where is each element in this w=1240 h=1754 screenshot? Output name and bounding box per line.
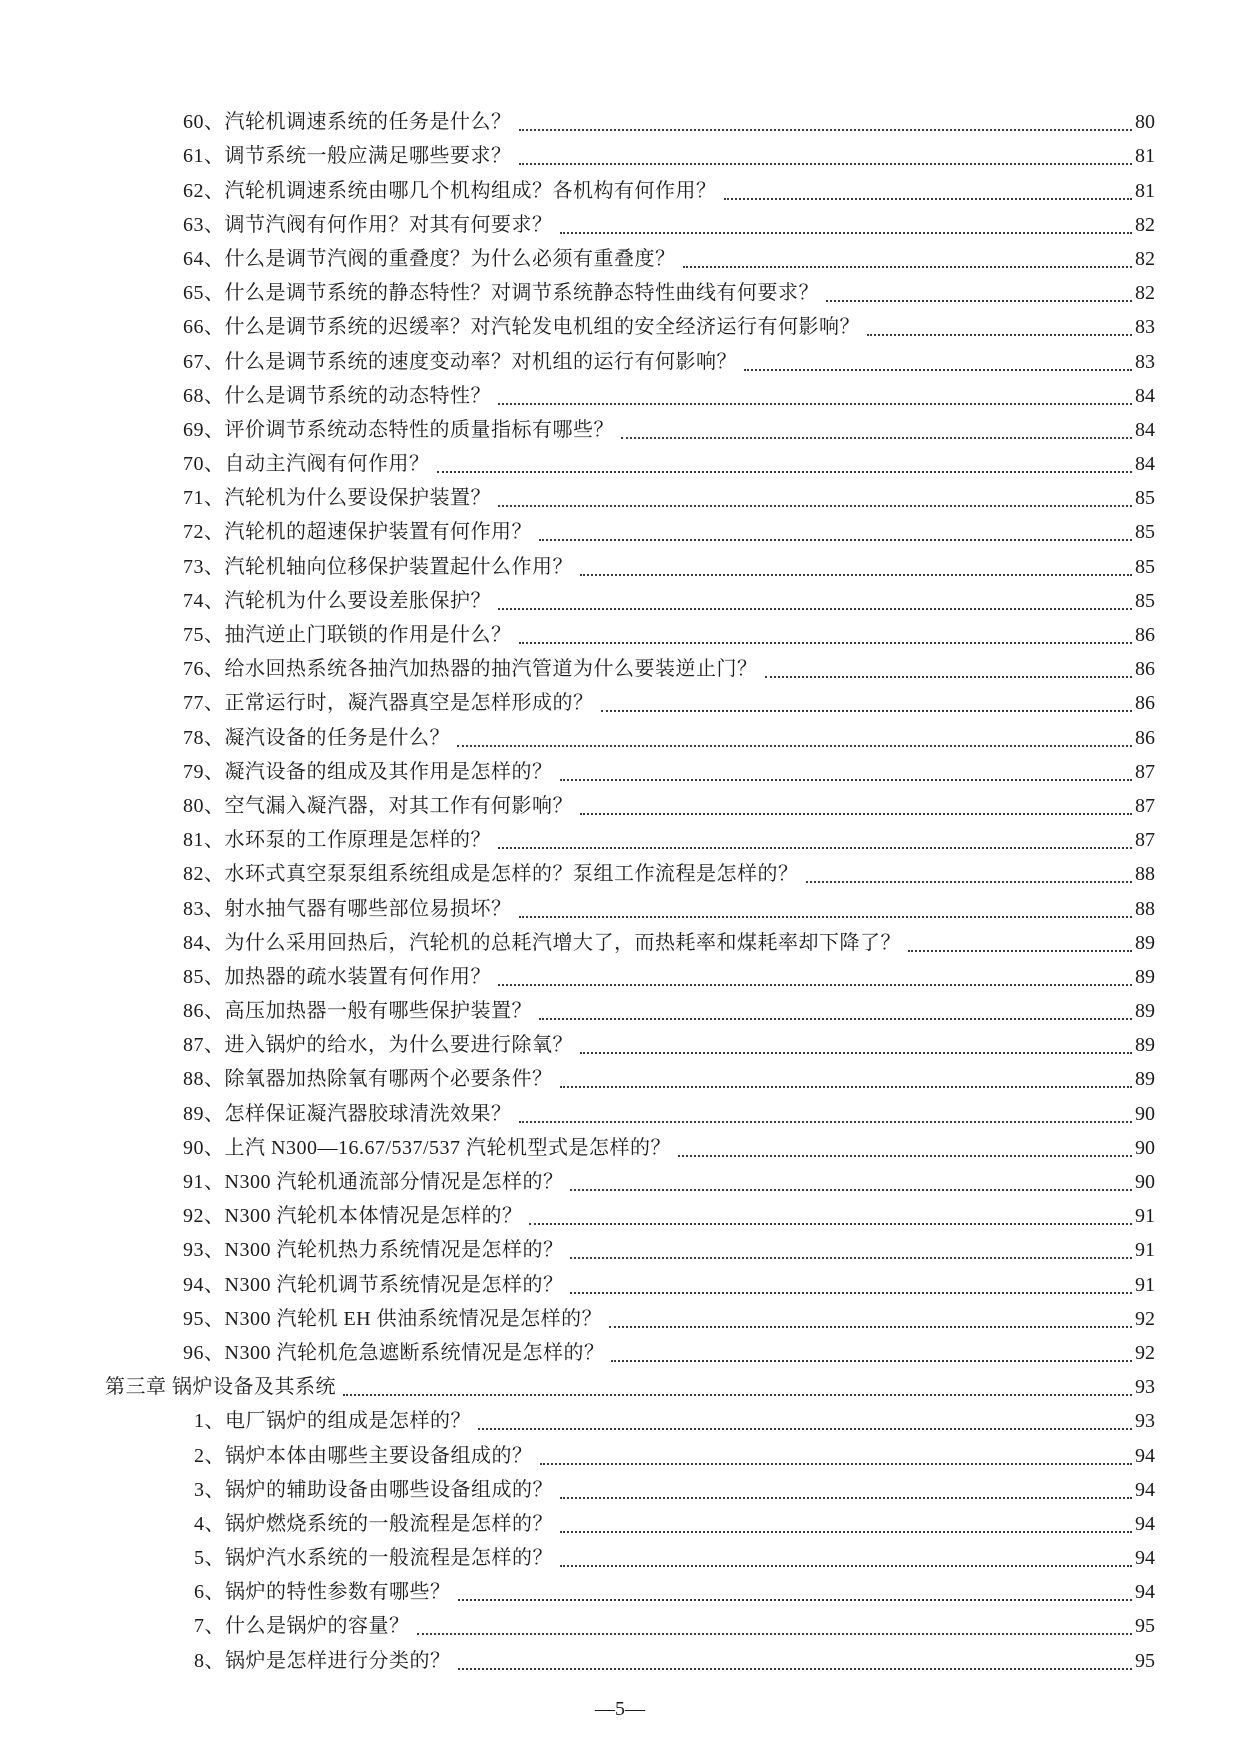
toc-entry-label: 84、为什么采用回热后，汽轮机的总耗汽增大了，而热耗率和煤耗率却下降了？ [183, 931, 901, 954]
toc-page-number: 82 [1135, 247, 1155, 270]
toc-entry-row [0, 993, 1155, 1027]
toc-entry-label: 94、N300 汽轮机调节系统情况是怎样的？ [183, 1273, 564, 1296]
dot-leader [560, 1531, 1132, 1533]
dot-leader [560, 779, 1133, 781]
toc-entry-label: 91、N300 汽轮机通流部分情况是怎样的？ [183, 1171, 564, 1193]
toc-entry-label: 第三章 锅炉设备及其系统 [105, 1376, 336, 1399]
toc-page-number: 92 [1135, 1307, 1155, 1330]
toc-page-number: 87 [1135, 794, 1155, 817]
toc-page-number: 94 [1135, 1478, 1155, 1501]
toc-entry-row [0, 754, 1155, 788]
toc-page-number: 94 [1135, 1581, 1155, 1604]
dot-leader [908, 950, 1132, 952]
dot-leader [570, 1189, 1132, 1191]
dot-leader [580, 1052, 1132, 1054]
toc-page-number: 89 [1135, 931, 1155, 954]
dot-leader [498, 403, 1132, 405]
toc-page-number: 81 [1135, 145, 1155, 168]
toc-page-number: 90 [1135, 1102, 1155, 1125]
toc-entry-label: 85、加热器的疏水装置有何作用？ [183, 965, 491, 988]
dot-leader [570, 1257, 1132, 1259]
toc-page-number: 82 [1135, 213, 1155, 236]
toc-page-number: 84 [1135, 453, 1155, 476]
toc-entry-row [0, 343, 1155, 377]
toc-entry-row [0, 309, 1155, 343]
toc-entry-row [0, 719, 1155, 753]
dot-leader [580, 813, 1132, 815]
dot-leader [560, 232, 1133, 234]
toc-entry-label: 62、汽轮机调速系统由哪几个机构组成？各机构有何作用？ [183, 179, 717, 202]
dot-leader [806, 881, 1133, 883]
toc-entry-row [0, 890, 1155, 924]
dot-leader [611, 1360, 1132, 1362]
toc-entry-row [0, 583, 1155, 617]
toc-page-number: 88 [1135, 863, 1155, 886]
toc-entry-label: 80、空气漏入凝汽器，对其工作有何影响？ [183, 794, 573, 817]
dot-leader [519, 1121, 1133, 1123]
toc-page-number: 88 [1135, 897, 1155, 920]
toc-page-number: 91 [1135, 1205, 1155, 1228]
toc-page-number: 84 [1135, 384, 1155, 407]
toc-page-number: 94 [1135, 1547, 1155, 1570]
toc-entry-label: 72、汽轮机的超速保护装置有何作用？ [183, 521, 532, 544]
dot-leader [826, 300, 1132, 302]
toc-page-number: 80 [1135, 111, 1155, 134]
toc-entry-label: 75、抽汽逆止门联锁的作用是什么？ [183, 624, 512, 646]
toc-entry-label: 78、凝汽设备的任务是什么？ [183, 726, 450, 749]
dot-leader [560, 1565, 1132, 1567]
toc-page-number: 86 [1135, 726, 1155, 749]
toc-entry-row [0, 1642, 1155, 1676]
dot-leader [540, 1463, 1133, 1465]
toc-page-number: 91 [1135, 1239, 1155, 1262]
toc-entry-label: 86、高压加热器一般有哪些保护装置？ [183, 1000, 532, 1023]
toc-page-number: 87 [1135, 760, 1155, 783]
toc-entry-row [0, 856, 1155, 890]
toc-entry-label: 69、评价调节系统动态特性的质量指标有哪些？ [183, 418, 614, 441]
dot-leader [539, 1018, 1132, 1020]
dot-leader [437, 471, 1133, 473]
toc-entry-row [0, 1130, 1155, 1164]
toc-entry-label: 60、汽轮机调速系统的任务是什么？ [183, 111, 512, 134]
toc-page-number: 89 [1135, 965, 1155, 988]
toc-page-number: 89 [1135, 1068, 1155, 1091]
toc-entry-row [0, 207, 1155, 241]
dot-leader [580, 574, 1132, 576]
toc-page-number: 86 [1135, 658, 1155, 681]
dot-leader [539, 539, 1132, 541]
toc-entry-row [0, 1335, 1155, 1369]
toc-entry-label: 82、水环式真空泵泵组系统组成是怎样的？泵组工作流程是怎样的？ [183, 863, 799, 886]
dot-leader [458, 1668, 1133, 1670]
toc-page-number: 83 [1135, 316, 1155, 339]
toc-page-number: 85 [1135, 521, 1155, 544]
toc-entry-label: 67、什么是调节系统的速度变动率？对机组的运行有何影响？ [183, 350, 737, 373]
dot-leader [621, 437, 1132, 439]
toc-entry-row [0, 412, 1155, 446]
toc-entry-label: 95、N300 汽轮机 EH 供油系统情况是怎样的？ [183, 1307, 603, 1330]
toc-entry-label: 61、调节系统一般应满足哪些要求？ [183, 145, 512, 168]
toc-entry-label: 4、锅炉燃烧系统的一般流程是怎样的？ [194, 1512, 553, 1535]
toc-entry-row [0, 822, 1155, 856]
toc-entry-row [0, 1472, 1155, 1506]
toc-page-number: 89 [1135, 1000, 1155, 1023]
toc-entry-label: 76、给水回热系统各抽汽加热器的抽汽管道为什么要装逆止门？ [183, 658, 758, 681]
toc-entry-row [0, 1506, 1155, 1540]
toc-entry-row [0, 241, 1155, 275]
toc-chapter-row [0, 1369, 1155, 1403]
dot-leader [498, 608, 1132, 610]
toc-page-number: 82 [1135, 282, 1155, 305]
toc-page-number: 81 [1135, 179, 1155, 202]
dot-leader [529, 1223, 1132, 1225]
toc-entry-label: 93、N300 汽轮机热力系统情况是怎样的？ [183, 1239, 564, 1262]
toc-entry-row [0, 1232, 1155, 1266]
toc-page-number: 95 [1135, 1649, 1155, 1672]
toc-page-number: 93 [1135, 1410, 1155, 1433]
toc-entry-label: 96、N300 汽轮机危急遮断系统情况是怎样的？ [183, 1341, 605, 1364]
page-number-footer: —5— [595, 1698, 645, 1720]
dot-leader [519, 642, 1133, 644]
toc-entry-label: 87、进入锅炉的给水，为什么要进行除氧？ [183, 1034, 573, 1057]
dot-leader [570, 1292, 1132, 1294]
toc-entry-label: 2、锅炉本体由哪些主要设备组成的？ [194, 1444, 533, 1467]
dot-leader [609, 1326, 1132, 1328]
toc-page-number: 92 [1135, 1341, 1155, 1364]
dot-leader [744, 369, 1132, 371]
toc-entry-label: 8、锅炉是怎样进行分类的？ [194, 1649, 451, 1672]
dot-leader [519, 163, 1133, 165]
toc-entry-label: 65、什么是调节系统的静态特性？对调节系统静态特性曲线有何要求？ [183, 282, 819, 305]
toc-entry-row [0, 275, 1155, 309]
toc-entry-row [0, 480, 1155, 514]
toc-page-number: 83 [1135, 350, 1155, 373]
dot-leader [678, 1155, 1132, 1157]
toc-entry-row [0, 1027, 1155, 1061]
dot-leader [683, 266, 1133, 268]
toc-page-number: 91 [1135, 1273, 1155, 1296]
toc-entry-row [0, 788, 1155, 822]
dot-leader [724, 198, 1133, 200]
toc-entry-label: 74、汽轮机为什么要设差胀保护？ [183, 589, 491, 612]
toc-page-number: 87 [1135, 829, 1155, 852]
toc-entry-row [0, 1540, 1155, 1574]
toc-entry-row [0, 685, 1155, 719]
toc-page-number: 89 [1135, 1034, 1155, 1057]
toc-entry-label: 77、正常运行时，凝汽器真空是怎样形成的？ [183, 692, 594, 715]
toc-entry-row [0, 651, 1155, 685]
toc-entry-label: 1、电厂锅炉的组成是怎样的？ [194, 1410, 471, 1433]
toc-entry-row [0, 1608, 1155, 1642]
toc-entry-label: 71、汽轮机为什么要设保护装置？ [183, 487, 491, 510]
dot-leader [560, 1086, 1133, 1088]
toc-entry-row [0, 172, 1155, 206]
dot-leader [478, 1428, 1132, 1430]
toc-entry-label: 3、锅炉的辅助设备由哪些设备组成的？ [194, 1478, 553, 1501]
toc-entry-row [0, 1198, 1155, 1232]
toc-page-number: 86 [1135, 692, 1155, 715]
toc-entry-row [0, 1301, 1155, 1335]
toc-entry-row [0, 959, 1155, 993]
dot-leader [765, 676, 1133, 678]
toc-entry-row [0, 378, 1155, 412]
toc-entry-row [0, 1061, 1155, 1095]
toc-entry-row [0, 548, 1155, 582]
toc-entry-label: 7、什么是锅炉的容量？ [194, 1615, 410, 1638]
toc-entry-label: 70、自动主汽阀有何作用？ [183, 453, 430, 476]
toc-entry-row [0, 514, 1155, 548]
toc-entry-label: 64、什么是调节汽阀的重叠度？为什么必须有重叠度？ [183, 247, 676, 270]
toc-entry-label: 6、锅炉的特性参数有哪些？ [194, 1581, 451, 1604]
dot-leader [867, 334, 1132, 336]
dot-leader [498, 505, 1132, 507]
toc-entry-label: 90、上汽 N300—16.67/537/537 汽轮机型式是怎样的？ [183, 1136, 672, 1159]
toc-list [0, 104, 1240, 1677]
toc-entry-label: 68、什么是调节系统的动态特性？ [183, 384, 491, 407]
toc-entry-row [0, 1266, 1155, 1300]
toc-entry-label: 79、凝汽设备的组成及其作用是怎样的？ [183, 760, 553, 783]
dot-leader [417, 1633, 1133, 1635]
dot-leader [519, 916, 1133, 918]
toc-page-number: 94 [1135, 1512, 1155, 1535]
toc-page-number: 85 [1135, 487, 1155, 510]
toc-entry-row [0, 1164, 1155, 1198]
toc-entry-row [0, 925, 1155, 959]
dot-leader [519, 129, 1133, 131]
dot-leader [498, 984, 1132, 986]
toc-entry-label: 88、除氧器加热除氧有哪两个必要条件？ [183, 1068, 553, 1091]
toc-entry-row [0, 1095, 1155, 1129]
dot-leader [498, 847, 1132, 849]
toc-page-number: 84 [1135, 418, 1155, 441]
toc-page-number: 95 [1135, 1615, 1155, 1638]
toc-page-number: 90 [1135, 1136, 1155, 1159]
toc-entry-label: 63、调节汽阀有何作用？对其有何要求？ [183, 213, 553, 236]
toc-page-number: 85 [1135, 589, 1155, 612]
toc-entry-row [0, 446, 1155, 480]
toc-entry-label: 73、汽轮机轴向位移保护装置起什么作用？ [183, 555, 573, 578]
dot-leader [560, 1497, 1132, 1499]
toc-entry-row [0, 104, 1155, 138]
toc-page-number: 90 [1135, 1171, 1155, 1193]
toc-page-number: 85 [1135, 555, 1155, 578]
dot-leader [457, 745, 1132, 747]
toc-page-number: 93 [1135, 1376, 1155, 1399]
toc-entry-row [0, 138, 1155, 172]
toc-page-number: 94 [1135, 1444, 1155, 1467]
toc-entry-row [0, 1403, 1155, 1437]
toc-page-number: 86 [1135, 624, 1155, 646]
toc-entry-label: 89、怎样保证凝汽器胶球清洗效果？ [183, 1102, 512, 1125]
toc-entry-label: 92、N300 汽轮机本体情况是怎样的？ [183, 1205, 523, 1228]
dot-leader [343, 1394, 1132, 1396]
toc-entry-row [0, 1437, 1155, 1471]
toc-entry-label: 81、水环泵的工作原理是怎样的？ [183, 829, 491, 852]
dot-leader [601, 710, 1133, 712]
toc-entry-row [0, 1574, 1155, 1608]
toc-entry-label: 5、锅炉汽水系统的一般流程是怎样的？ [194, 1547, 553, 1570]
toc-entry-row [0, 617, 1155, 651]
toc-entry-label: 66、什么是调节系统的迟缓率？对汽轮发电机组的安全经济运行有何影响？ [183, 316, 860, 339]
dot-leader [458, 1599, 1133, 1601]
toc-entry-label: 83、射水抽气器有哪些部位易损坏？ [183, 897, 512, 920]
